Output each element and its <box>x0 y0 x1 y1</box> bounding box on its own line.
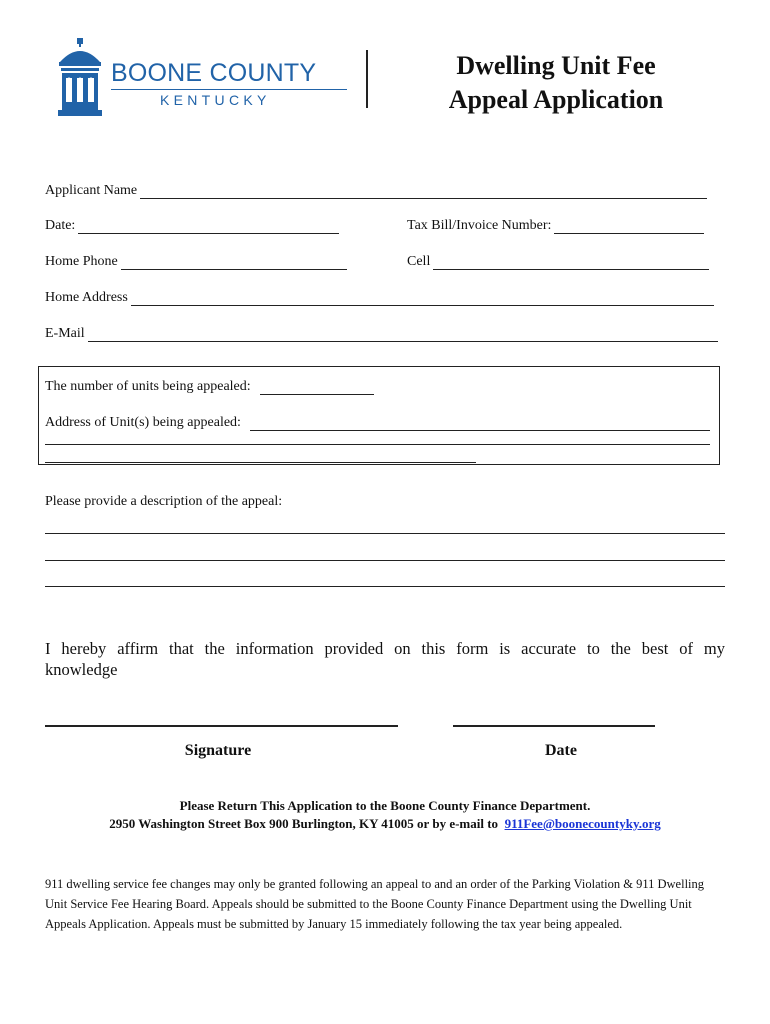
cell-row <box>407 252 709 270</box>
tax-bill-field[interactable] <box>554 220 704 234</box>
header-divider <box>366 50 368 108</box>
units-address-line-2[interactable] <box>45 444 710 445</box>
cell-label: Cell <box>407 254 431 269</box>
home-address-label: Home Address <box>45 290 128 305</box>
page-title <box>395 49 717 117</box>
units-address-row <box>45 413 710 431</box>
applicant-name-label: Applicant Name <box>45 183 138 198</box>
date-label: Date: <box>45 218 76 233</box>
cell-field[interactable] <box>433 256 709 270</box>
affirmation-text: I hereby affirm that the information provided on this form is accurate to the best of my knowledge <box>45 639 725 679</box>
title-line-2: Appeal Application <box>448 85 664 114</box>
tax-bill-row <box>407 216 704 234</box>
email-field[interactable] <box>88 328 718 342</box>
home-phone-field[interactable] <box>121 256 347 270</box>
signature-date-line[interactable] <box>453 725 655 727</box>
title-line-1: Dwelling Unit Fee <box>456 51 656 80</box>
signature-line[interactable] <box>45 725 398 727</box>
units-address-label: Address of Unit(s) being appealed: <box>45 415 241 430</box>
home-address-field[interactable] <box>131 292 714 306</box>
units-address-field[interactable] <box>250 417 710 431</box>
applicant-name-row <box>45 181 707 199</box>
home-address-row <box>45 288 714 306</box>
return-line-2 <box>40 815 730 833</box>
units-count-row <box>45 377 374 395</box>
email-link[interactable]: 911Fee@boonecountyky.org <box>504 816 661 831</box>
description-line-1[interactable] <box>45 533 725 534</box>
signature-label: Signature <box>184 742 252 759</box>
logo-county-name: BOONE COUNTY <box>111 59 317 87</box>
logo-divider <box>111 89 347 90</box>
email-label: E-Mail <box>45 326 85 341</box>
description-line-2[interactable] <box>45 560 725 561</box>
applicant-name-field[interactable] <box>140 185 707 199</box>
date-row <box>45 216 339 234</box>
signature-date-label: Date <box>545 742 577 759</box>
email-row <box>45 324 718 342</box>
return-address: 2950 Washington Street Box 900 Burlington, KY 41005 or by e-mail to <box>109 816 499 831</box>
units-count-field[interactable] <box>260 381 374 395</box>
tax-bill-label: Tax Bill/Invoice Number: <box>407 218 552 233</box>
date-field[interactable] <box>78 220 339 234</box>
units-count-label: The number of units being appealed: <box>45 379 251 394</box>
description-line-3[interactable] <box>45 586 725 587</box>
units-address-line-3[interactable] <box>45 462 476 463</box>
home-phone-row <box>45 252 347 270</box>
return-instructions <box>40 797 730 833</box>
courthouse-cupola-icon <box>55 38 105 118</box>
appeal-notice: 911 dwelling service fee changes may only be granted following an appeal to and an order of the Parking Violation & 911 Dwelling Unit Service Fee Hearing Board. Appeals should be submitted to the Boone County Finance Department using the Dwelling Unit Appeals Application. Appeals must be submitted by January 15 immediately following the tax year being appealed. <box>45 877 705 931</box>
description-prompt: Please provide a description of the appeal: <box>45 494 283 509</box>
home-phone-label: Home Phone <box>45 254 118 269</box>
logo-state-name: KENTUCKY <box>160 92 271 108</box>
return-line-1: Please Return This Application to the Boone County Finance Department. <box>179 798 591 813</box>
